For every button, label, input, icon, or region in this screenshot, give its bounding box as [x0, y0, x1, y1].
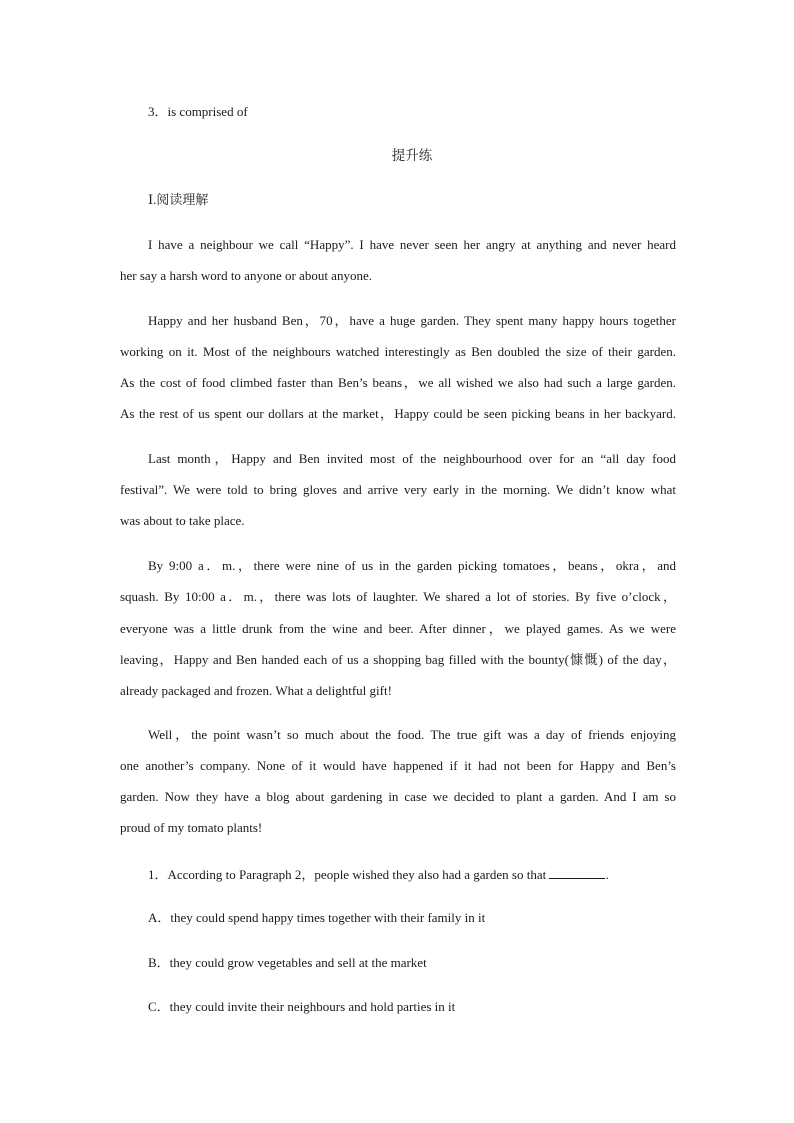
passage-p5-line-2: one another’s company. None of it would have happened if it had not been for Happy and Ben’s: [120, 758, 676, 773]
passage-p3-line-2: festival”. We were told to bring gloves and arrive very early in the morning. We didn’t know what: [120, 482, 676, 497]
question-1-stem: 1．According to Paragraph 2，people wished they also had a garden so that: [148, 867, 547, 882]
option-c: C．they could invite their neighbours and hold parties in it: [148, 999, 456, 1014]
passage-p3-line-1: Last month，Happy and Ben invited most of the neighbourhood over for an “all day food: [148, 451, 676, 466]
passage-p5-line-4: proud of my tomato plants!: [120, 820, 263, 835]
passage-p1-line-2: her say a harsh word to anyone or about anyone.: [120, 268, 372, 283]
previous-item-line: 3．is comprised of: [148, 104, 248, 119]
passage-p4-line-4: leaving，Happy and Ben handed each of us a shopping bag filled with the bounty(慷慨) of the day，: [120, 652, 676, 667]
passage-p2-line-4: As the rest of us spent our dollars at the market，Happy could be seen picking beans in her backyard.: [120, 406, 676, 421]
passage-p4-line-5: already packaged and frozen. What a delightful gift!: [120, 683, 392, 698]
part-heading: Ⅰ.阅读理解: [148, 192, 209, 207]
question-1-stem-end: .: [605, 867, 609, 882]
option-b: B．they could grow vegetables and sell at the market: [148, 955, 427, 970]
passage-p2-line-1: Happy and her husband Ben，70，have a huge garden. They spent many happy hours together: [148, 313, 676, 328]
passage-p3-line-3: was about to take place.: [120, 513, 245, 528]
passage-p4-line-3: everyone was a little drunk from the wine and beer. After dinner，we played games. As we were: [120, 621, 676, 636]
passage-p5-line-3: garden. Now they have a blog about gardening in case we decided to plant a garden. And I am so: [120, 789, 676, 804]
passage-p4-line-1: By 9:00 a．m.，there were nine of us in the garden picking tomatoes，beans，okra，and: [148, 558, 676, 573]
passage-p4-line-2: squash. By 10:00 a．m.，there was lots of laughter. We shared a lot of stories. By five o’clock，: [120, 589, 676, 604]
question-1: [148, 866, 609, 883]
passage-p5-line-1: Well，the point wasn’t so much about the food. The true gift was a day of friends enjoying: [148, 727, 676, 742]
passage-p2-line-3: As the cost of food climbed faster than Ben’s beans，we all wished we also had such a large garden.: [120, 375, 676, 390]
section-title: 提升练: [391, 148, 433, 163]
option-a: A．they could spend happy times together with their family in it: [148, 910, 486, 925]
passage-p1-line-1: I have a neighbour we call “Happy”. I have never seen her angry at anything and never heard: [148, 237, 676, 252]
answer-blank: [549, 866, 605, 879]
passage-p2-line-2: working on it. Most of the neighbours watched interestingly as Ben doubled the size of their garden.: [120, 344, 676, 359]
